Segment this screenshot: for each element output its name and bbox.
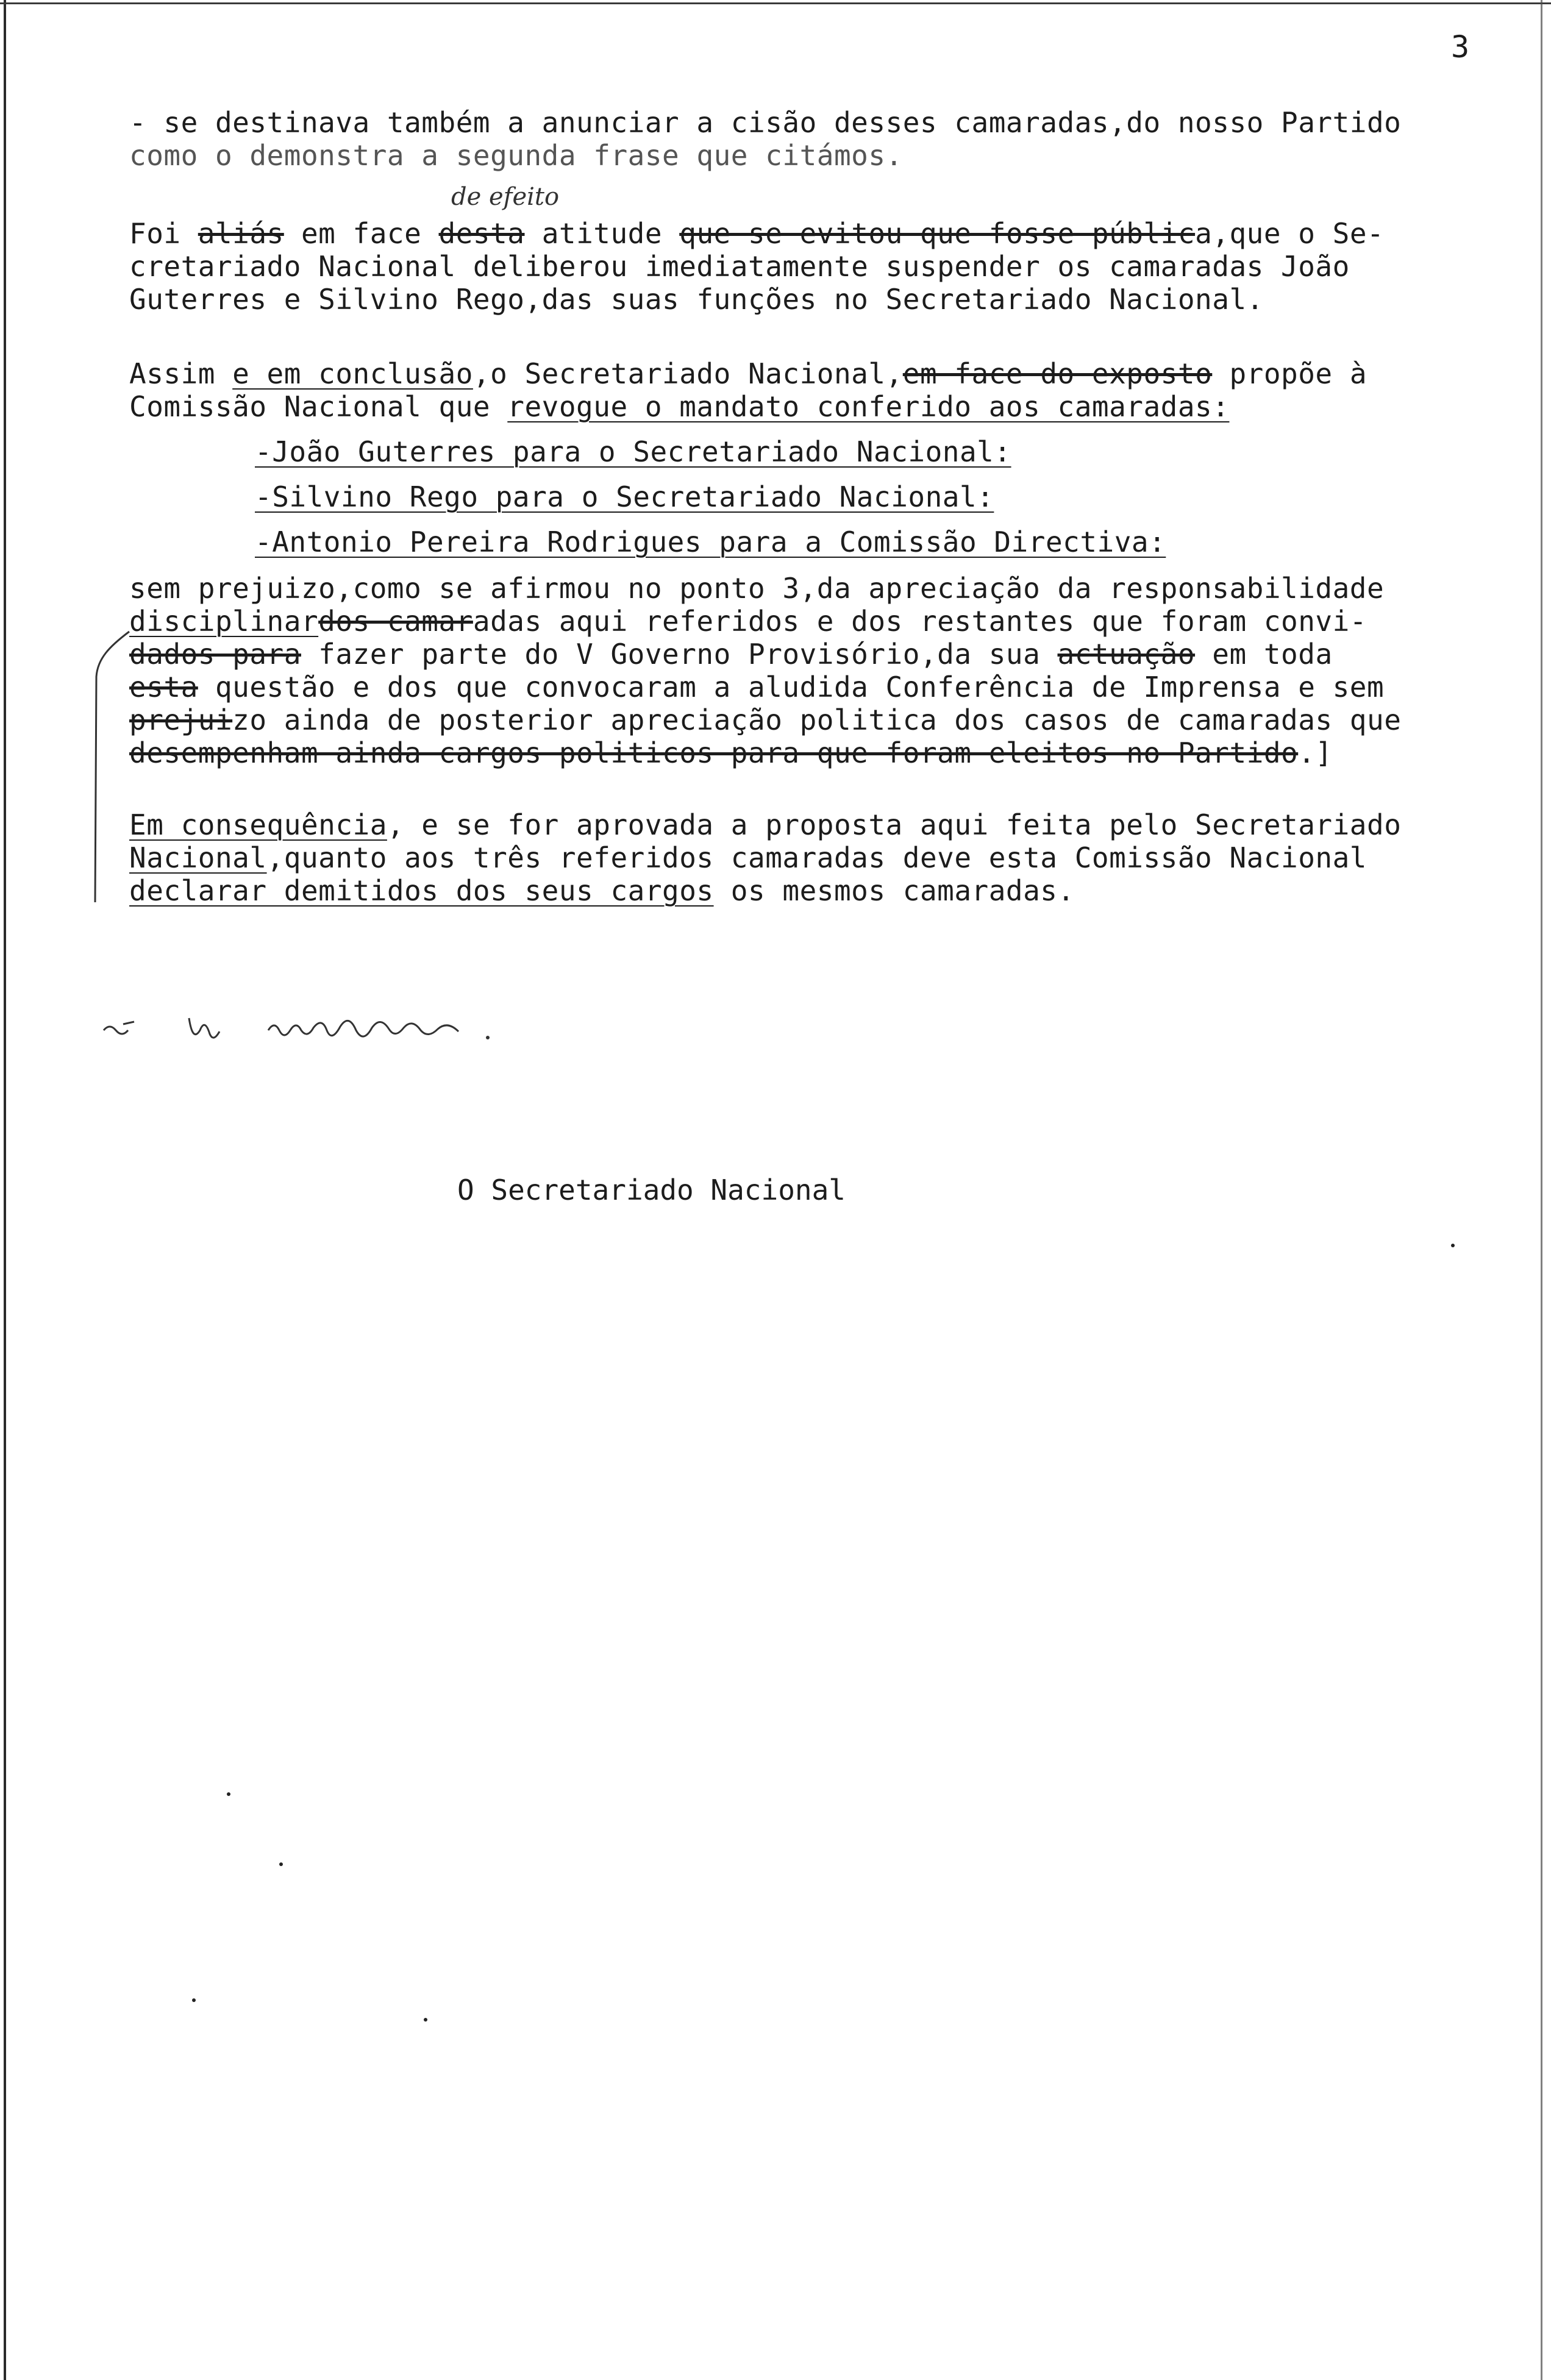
para4-line2: [129, 605, 1367, 638]
text-segment: fazer parte do V Governo Provisório,da sua: [301, 638, 1058, 671]
struck-text: em face do exposto: [902, 357, 1213, 390]
text-segment: Comissão Nacional que: [129, 390, 508, 423]
struck-text: actuação: [1057, 638, 1196, 671]
underlined-text: disciplinar: [129, 605, 319, 638]
struck-text: que se evitou que fosse públic: [679, 217, 1196, 250]
text-segment: propõe à: [1212, 357, 1367, 390]
struck-text: esta: [129, 671, 198, 704]
para1-line2: como o demonstra a segunda frase que citámos.: [129, 139, 903, 172]
para3-line1: [129, 357, 1367, 390]
list-item-3: -Antonio Pereira Rodrigues para a Comissão Directiva:: [255, 526, 1166, 558]
para4-line4: [129, 671, 1385, 704]
text-segment: os mesmos camaradas.: [713, 874, 1075, 907]
text-segment: zo ainda de posterior apreciação politica dos casos de camaradas que: [232, 704, 1402, 736]
scan-speck: [227, 1792, 230, 1796]
struck-text: desempenham ainda cargos politicos para que foram eleitos no Partido: [129, 736, 1299, 769]
para4-line6: [129, 736, 1333, 769]
struck-text: dados para: [129, 638, 301, 671]
text-segment: , e se for aprovada a proposta aqui feita pelo Secretariado: [387, 808, 1402, 841]
page-edge-right: [1541, 0, 1542, 2380]
scan-speck: [1451, 1244, 1455, 1247]
para4-line1: sem prejuizo,como se afirmou no ponto 3,da apreciação da responsabilidade: [129, 572, 1385, 605]
struck-text: aliás: [198, 217, 284, 250]
underlined-text: Em consequência: [129, 808, 387, 841]
page-edge-left: [4, 0, 6, 2380]
page-edge-top: [0, 2, 1551, 4]
underlined-text: e em conclusão: [232, 357, 473, 390]
text-segment: adas aqui referidos e dos restantes que foram convi-: [472, 605, 1367, 638]
text-segment: .]: [1298, 736, 1333, 769]
para5-line2: [129, 841, 1367, 874]
text-segment: questão e dos que convocaram a aludida Conferência de Imprensa e sem: [198, 671, 1385, 704]
page-number: 3: [1451, 29, 1470, 65]
text-segment: Assim: [129, 357, 233, 390]
para2-line3: Guterres e Silvino Rego,das suas funções no Secretariado Nacional.: [129, 283, 1264, 316]
text-segment: a,que o Se-: [1195, 217, 1385, 250]
handwritten-signature: [98, 1000, 549, 1055]
para1-line1: - se destinava também a anunciar a cisão desses camaradas,do nosso Partido: [129, 106, 1402, 139]
scan-speck: [279, 1862, 283, 1866]
text-segment: ,quanto aos três referidos camaradas deve esta Comissão Nacional: [266, 841, 1367, 874]
handwritten-insertion: de efeito: [451, 183, 560, 211]
para5-line1: [129, 808, 1402, 841]
scan-speck: [424, 2018, 427, 2022]
underlined-text: declarar demitidos dos seus cargos: [129, 874, 714, 907]
text-segment: ,o Secretariado Nacional,: [472, 357, 903, 390]
para2-line2: cretariado Nacional deliberou imediatamente suspender os camaradas João: [129, 250, 1350, 283]
closing-signature-line: O Secretariado Nacional: [457, 1174, 846, 1206]
text-segment: em face: [283, 217, 439, 250]
struck-text: dos camar: [318, 605, 473, 638]
text-segment: em toda: [1195, 638, 1333, 671]
struck-text: prejui: [129, 704, 233, 736]
para2-line1: [129, 219, 1384, 248]
list-item-1: -João Guterres para o Secretariado Nacional:: [255, 435, 1011, 468]
underlined-text: revogue o mandato conferido aos camaradas:: [507, 390, 1230, 423]
margin-bracket-mark: [91, 628, 134, 908]
struck-text: desta: [438, 217, 525, 250]
scan-speck: [192, 1998, 196, 2002]
para4-line3: [129, 638, 1333, 671]
para5-line3: [129, 874, 1075, 907]
para3-line2: [129, 390, 1230, 423]
para4-line5: [129, 706, 1401, 734]
underlined-text: Nacional: [129, 841, 267, 874]
list-item-2: -Silvino Rego para o Secretariado Nacional:: [255, 480, 994, 513]
text-segment: atitude: [524, 217, 680, 250]
text-segment: Foi: [129, 217, 198, 250]
